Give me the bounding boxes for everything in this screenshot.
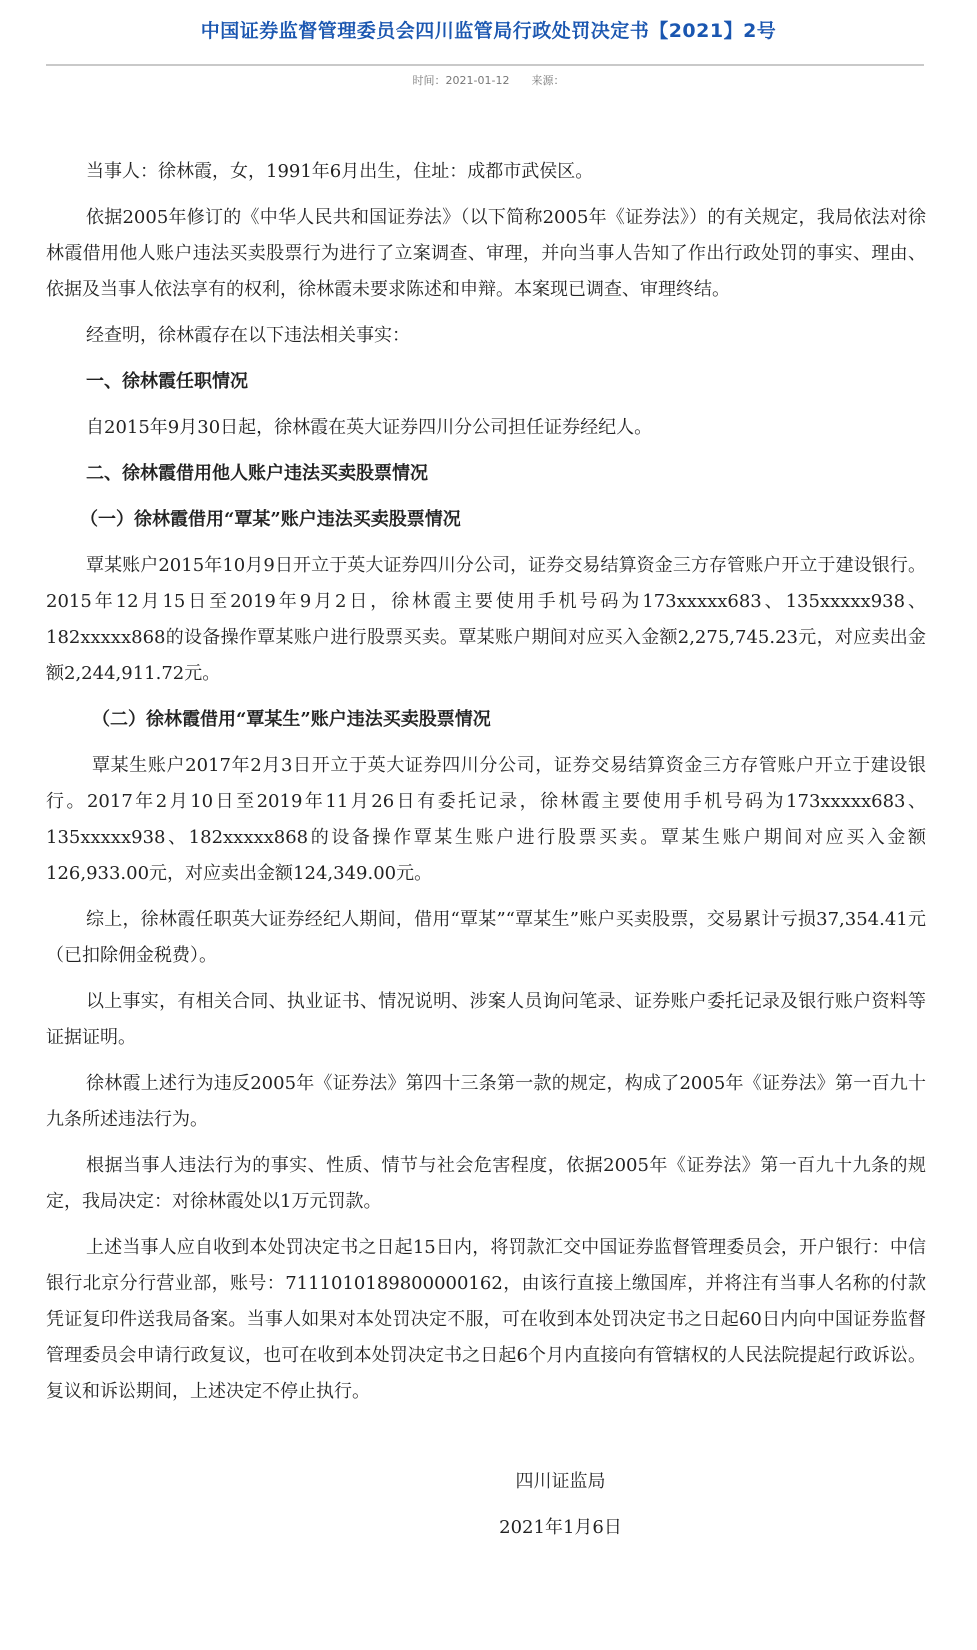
title-divider: [46, 64, 924, 66]
findings-intro: 经查明，徐林霞存在以下违法相关事实：: [86, 325, 410, 346]
employment-paragraph: 自2015年9月30日起，徐林霞在英大证券四川分公司担任证券经纪人。: [86, 417, 653, 438]
section-heading-2: 二、徐林霞借用他人账户违法买卖股票情况: [86, 463, 428, 484]
source-label: 来源：: [531, 74, 565, 87]
section-heading-1: 一、徐林霞任职情况: [86, 371, 248, 392]
publish-time: 时间：2021-01-12: [412, 74, 510, 87]
summary-paragraph: 综上，徐林霞任职英大证券经纪人期间，借用“覃某”“覃某生”账户买卖股票，交易累计亏损37,354.41元（已扣除佣金税费）。: [46, 909, 926, 966]
decision-paragraph: 根据当事人违法行为的事实、性质、情节与社会危害程度，依据2005年《证券法》第一百九十九条的规定，我局决定：对徐林霞处以1万元罚款。: [46, 1155, 926, 1212]
basis-paragraph: 依据2005年修订的《中华人民共和国证券法》（以下简称2005年《证券法》）的有关规定，我局依法对徐林霞借用他人账户违法买卖股票行为进行了立案调查、审理，并向当事人告知了作出行政处罚的事实、理由、依据及当事人依法享有的权利，徐林霞未要求陈述和申辩。本案现已调查、审理终结。: [46, 207, 926, 300]
party-paragraph: 当事人：徐林霞，女，1991年6月出生，住址：成都市武侯区。: [86, 161, 594, 182]
evidence-paragraph: 以上事实，有相关合同、执业证书、情况说明、涉案人员询问笔录、证券账户委托记录及银行账户资料等证据证明。: [46, 991, 926, 1048]
account-1-paragraph: 覃某账户2015年10月9日开立于英大证券四川分公司，证券交易结算资金三方存管账户开立于建设银行。2015年12月15日至2019年9月2日，徐林霞主要使用手机号码为173xxxxx683、135xxxxx938、182xxxxx868的设备操作覃某账户进行股票买卖。覃某账户期间对应买入金额2,275,745.23元，对应卖出金额2,244,911.72元。: [46, 555, 926, 684]
account-2-paragraph: 覃某生账户2017年2月3日开立于英大证券四川分公司，证券交易结算资金三方存管账户开立于建设银行。2017年2月10日至2019年11月26日有委托记录，徐林霞主要使用手机号码为173xxxxx683、135xxxxx938、182xxxxx868的设备操作覃某生账户进行股票买卖。覃某生账户期间对应买入金额126,933.00元，对应卖出金额124,349.00元。: [46, 755, 926, 884]
document-meta: [0, 72, 977, 88]
document-title: 中国证券监督管理委员会四川监管局行政处罚决定书【2021】2号: [200, 20, 777, 42]
document-body: [46, 154, 926, 1420]
signature-org: 四川证监局: [515, 1471, 606, 1492]
violation-paragraph: 徐林霞上述行为违反2005年《证券法》第四十三条第一款的规定，构成了2005年《证券法》第一百九十九条所述违法行为。: [46, 1073, 926, 1130]
subsection-heading-2: （二）徐林霞借用“覃某生”账户违法买卖股票情况: [92, 709, 491, 730]
signature-date: 2021年1月6日: [499, 1517, 622, 1538]
subsection-heading-1: （一）徐林霞借用“覃某”账户违法买卖股票情况: [80, 509, 461, 530]
payment-paragraph: 上述当事人应自收到本处罚决定书之日起15日内，将罚款汇交中国证券监督管理委员会，开户银行：中信银行北京分行营业部，账号：7111010189800000162，由该行直接上缴国库，并将注有当事人名称的付款凭证复印件送我局备案。当事人如果对本处罚决定不服，可在收到本处罚决定书之日起60日内向中国证券监督管理委员会申请行政复议，也可在收到本处罚决定书之日起6个月内直接向有管辖权的人民法院提起行政诉讼。复议和诉讼期间，上述决定不停止执行。: [46, 1237, 926, 1402]
